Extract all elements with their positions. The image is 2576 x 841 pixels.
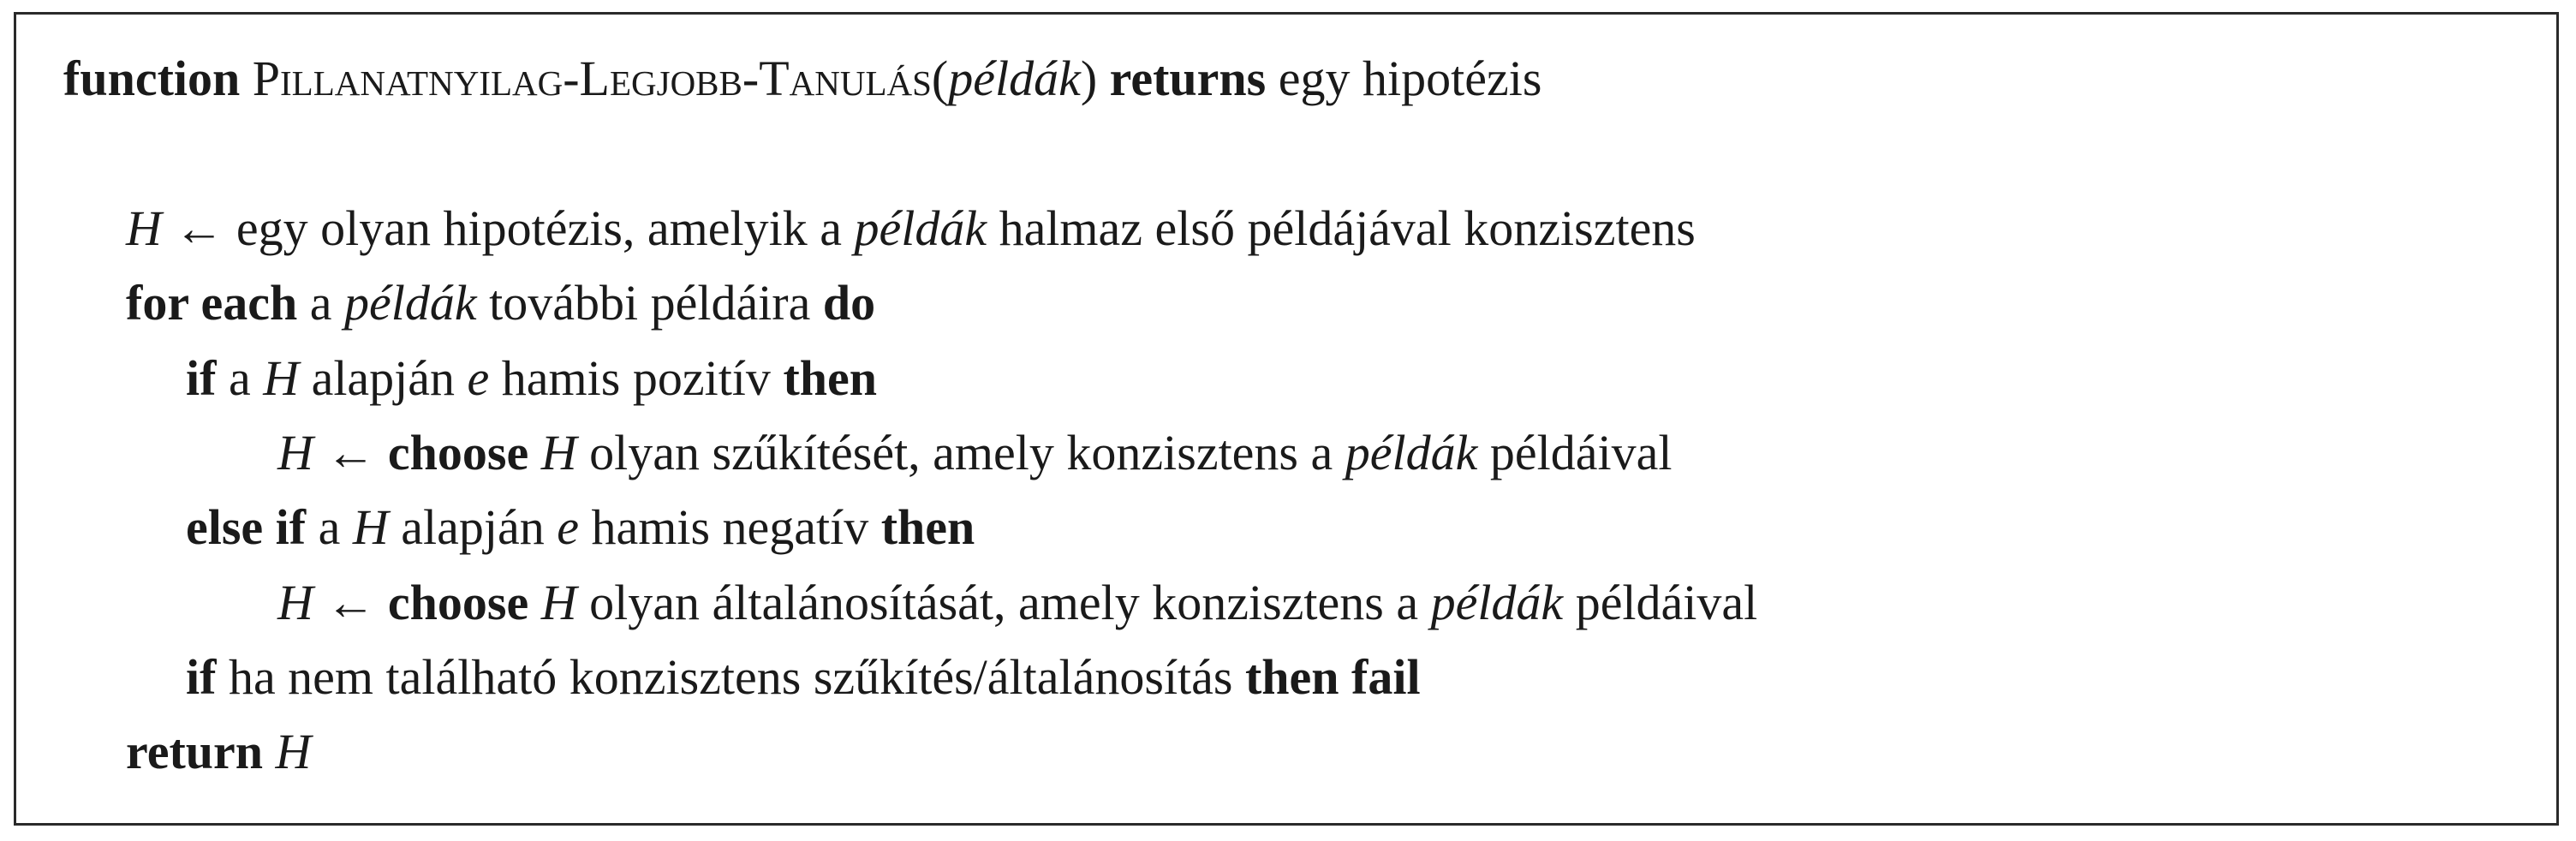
var-h: H xyxy=(277,425,313,480)
var-h: H xyxy=(540,425,577,480)
var-e: e xyxy=(557,499,579,555)
line-for-each xyxy=(126,273,875,333)
algorithm-box xyxy=(14,12,2559,826)
for-each-keyword: for each xyxy=(126,275,298,331)
line-text: hamis negatív xyxy=(591,499,869,555)
line-text: alapján xyxy=(401,499,545,555)
function-header xyxy=(63,49,1541,109)
var-h: H xyxy=(263,350,300,406)
line-text: példáival xyxy=(1489,425,1673,480)
returns-keyword: returns xyxy=(1109,51,1267,106)
function-keyword: function xyxy=(63,51,241,106)
line-text: a xyxy=(228,350,251,406)
line-text: alapján xyxy=(311,350,456,406)
line-text: olyan szűkítését, amely konzisztens a xyxy=(589,425,1333,480)
if-keyword: if xyxy=(186,350,217,406)
param-ref: példák xyxy=(1430,575,1564,630)
if-keyword: if xyxy=(186,649,217,705)
else-if-keyword: else if xyxy=(186,499,307,555)
line-else-if-false-negative xyxy=(186,498,975,558)
line-text: ha nem található konzisztens szűkítés/általánosítás xyxy=(228,649,1233,705)
return-description: egy hipotézis xyxy=(1278,51,1542,106)
choose-keyword: choose xyxy=(387,575,529,630)
assign-arrow: ← xyxy=(174,200,224,256)
line-return xyxy=(126,722,311,782)
return-keyword: return xyxy=(126,724,264,779)
line-text: halmaz első példájával konzisztens xyxy=(999,200,1696,256)
var-h: H xyxy=(126,200,162,256)
line-text: további példáira xyxy=(489,275,811,331)
function-name: Pillanatnyilag-Legjobb-Tanulás xyxy=(252,51,932,106)
line-choose-specialization xyxy=(277,423,1672,483)
line-text: a xyxy=(309,275,332,331)
param-ref: példák xyxy=(1345,425,1478,480)
var-h: H xyxy=(540,575,577,630)
then-fail-keyword: then fail xyxy=(1244,649,1421,705)
assign-arrow: ← xyxy=(325,575,376,630)
var-e: e xyxy=(467,350,490,406)
assign-arrow: ← xyxy=(325,425,376,480)
do-keyword: do xyxy=(822,275,876,331)
line-text: olyan általánosítását, amely konzisztens a xyxy=(589,575,1419,630)
line-text: egy olyan hipotézis, amelyik a xyxy=(236,200,842,256)
param-ref: példák xyxy=(854,200,987,256)
var-h: H xyxy=(277,575,313,630)
var-h: H xyxy=(275,724,312,779)
line-init-hypothesis xyxy=(126,199,1696,259)
var-h: H xyxy=(352,499,389,555)
line-text: a xyxy=(318,499,341,555)
function-param: példák xyxy=(948,51,1081,106)
line-text: példáival xyxy=(1575,575,1758,630)
line-choose-generalization xyxy=(277,573,1757,633)
line-if-false-positive xyxy=(186,349,877,409)
choose-keyword: choose xyxy=(387,425,529,480)
then-keyword: then xyxy=(783,350,878,406)
line-text: hamis pozitív xyxy=(501,350,771,406)
close-paren: ) xyxy=(1080,51,1098,106)
open-paren: ( xyxy=(931,51,949,106)
param-ref: példák xyxy=(344,275,477,331)
line-if-fail xyxy=(186,647,1421,707)
then-keyword: then xyxy=(880,499,975,555)
